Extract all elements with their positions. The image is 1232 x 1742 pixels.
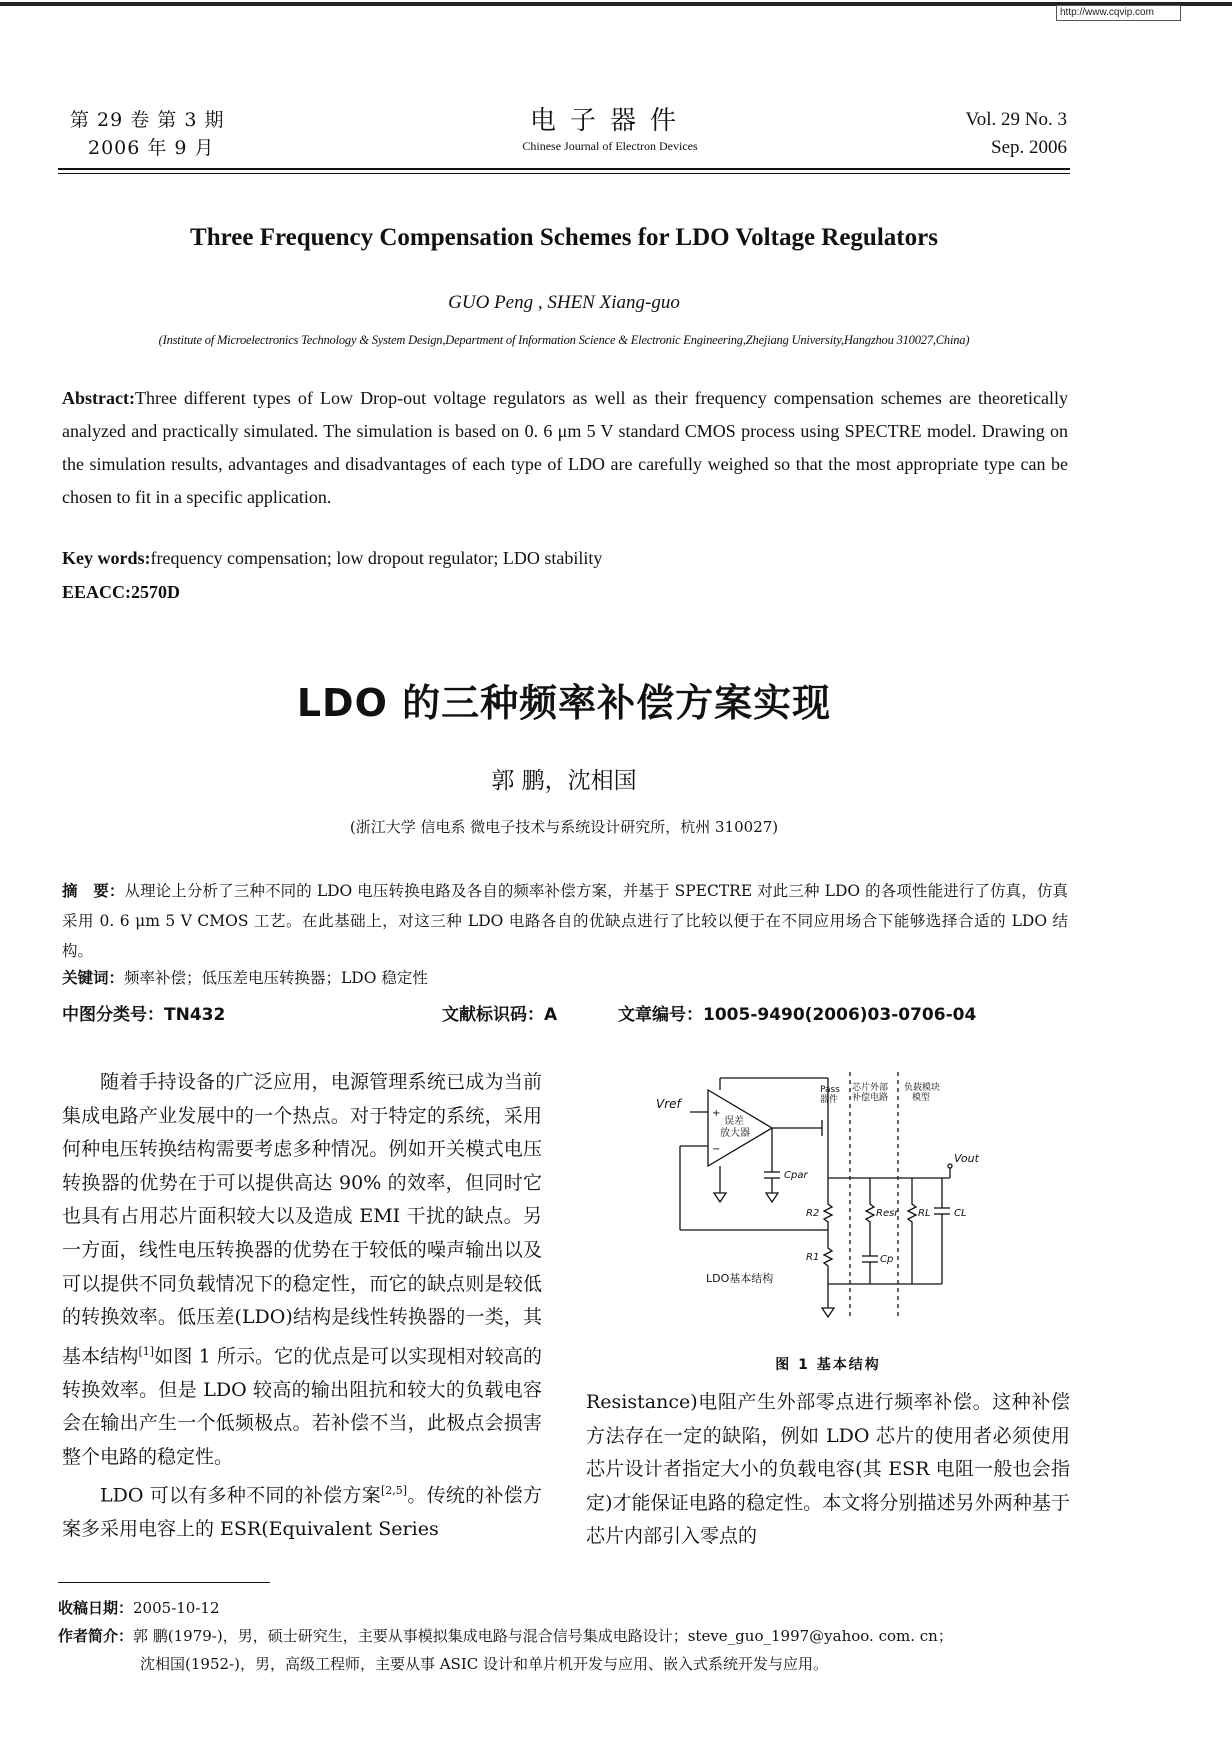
received-label: 收稿日期：	[58, 1599, 134, 1617]
document-code: 文献标识码：A	[442, 1005, 558, 1025]
r1-resistor	[824, 1230, 832, 1308]
citation[interactable]: [1]	[138, 1344, 155, 1358]
footnote-received	[58, 1596, 1070, 1620]
plus-sign: +	[712, 1108, 721, 1119]
keywords-en-text: frequency compensation; low dropout regulator; LDO stability	[150, 548, 603, 568]
abstract-en-text: Three different types of Low Drop-out voltage regulators as well as their frequency compensation schemes are theoretically analyzed and practically simulated. The simulation is based on 0. 6 μm 5 V standard CMOS process using SPECTRE model. Drawing on the simulation results, advantages and disadvantages of each type of LDO are carefully weighed so that the most appropriate type can be chosen to fit in a specific application.	[62, 388, 1068, 507]
eeacc-code: EEACC:2570D	[62, 582, 181, 602]
cpar-label: Cpar	[784, 1170, 808, 1181]
ground-icon	[766, 1193, 778, 1202]
journal-cn: 电子器件	[529, 106, 690, 136]
cl-label: CL	[954, 1208, 967, 1219]
block-label: LDO基本结构	[706, 1272, 774, 1285]
keywords-cn-text: 频率补偿；低压差电压转换器；LDO 稳定性	[124, 969, 428, 987]
ext-label-2: 补偿电路	[852, 1093, 889, 1103]
affiliation-en: (Institute of Microelectronics Technology & System Design,Department of Information Science & Electronic Engineering,Zhejiang University,Hangzhou 310027,China)	[158, 333, 970, 347]
journal-name	[420, 100, 800, 154]
amp-label-2: 放大器	[720, 1128, 750, 1139]
authors-en: GUO Peng , SHEN Xiang-guo	[448, 292, 680, 313]
body-left-column	[62, 1066, 542, 1547]
figure-caption: 图 1 基本结构	[775, 1357, 881, 1373]
affiliation-cn: (浙江大学 信电系 微电子技术与系统设计研究所，杭州 310027)	[349, 818, 779, 836]
title-en: Three Frequency Compensation Schemes for LDO Voltage Regulators	[190, 224, 938, 251]
header-rule-top	[58, 168, 1070, 170]
volume-issue-cn: 第 29 卷 第 3 期	[70, 109, 225, 131]
pass-label-2: 器件	[820, 1095, 839, 1105]
pass-label-1: Pass	[820, 1085, 840, 1095]
citation[interactable]: [2,5]	[381, 1484, 408, 1498]
load-label-2: 模型	[912, 1093, 931, 1103]
r2-resistor	[824, 1198, 832, 1230]
resr-label: Resr	[876, 1208, 899, 1219]
ground-icon	[822, 1308, 834, 1317]
bio-label: 作者简介：	[58, 1627, 134, 1645]
rl-resistor	[908, 1198, 916, 1284]
cp-label: Cp	[880, 1254, 894, 1265]
figure-ldo-circuit	[650, 1068, 1010, 1330]
footnote-bio-2: 沈相国(1952-)，男，高级工程师，主要从事 ASIC 设计和单片机开发与应用、嵌入式系统开发与应用。	[140, 1655, 828, 1673]
paragraph: 随着手持设备的广泛应用，电源管理系统已成为当前集成电路产业发展中的一个热点。对于特定的系统，采用何种电压转换结构需要考虑多种情况。例如开关模式电压转换器的优势在于可以提供高达 90% 的效率，但同时它也具有占用芯片面积较大以及造成 EMI 干扰的缺点。另一方面，线性电压转换器的优势在于较低的噪声输出以及可以提供不同负载情况下的稳定性，而它的缺点则是较低的转换效率。低压差(LDO)结构是线性转换器的一类，其基本结构[1]如图 1 所示。它的优点是可以实现相对较高的转换效率。但是 LDO 较高的输出阻抗和较大的负载电容会在输出产生一个低频极点。若补偿不当，此极点会损害整个电路的稳定性。	[62, 1071, 542, 1468]
date-en: Sep. 2006	[991, 137, 1067, 158]
abstract-cn-label: 摘 要：	[62, 882, 125, 900]
footnote-rule	[58, 1582, 270, 1583]
title-cn: LDO 的三种频率补偿方案实现	[296, 681, 832, 725]
abstract-cn-text: 从理论上分析了三种不同的 LDO 电压转换电路及各自的频率补偿方案，并基于 SPECTRE 对此三种 LDO 的各项性能进行了仿真，仿真采用 0. 6 μm 5 V CMOS 工艺。在此基础上，对这三种 LDO 电路各自的优缺点进行了比较以便于在不同应用场合下能够选择合适的 LDO 结构。	[62, 882, 1068, 960]
bio-line-1: 郭 鹏(1979-)，男，硕士研究生，主要从事模拟集成电路与混合信号集成电路设计；steve_guo_1997@yahoo. com. cn；	[133, 1627, 953, 1645]
paragraph: Resistance)电阻产生外部零点进行频率补偿。这种补偿方法存在一定的缺陷，例如 LDO 芯片的使用者必须使用芯片设计者指定大小的负载电容(其 ESR 电阻一般也会指定)才能保证电路的稳定性。本文将分别描述另外两种基于芯片内部引入零点的	[586, 1391, 1070, 1548]
ground-icon	[714, 1193, 726, 1202]
volume-en: Vol. 29 No. 3	[965, 109, 1067, 130]
source-url[interactable]: http://www.cqvip.com	[1056, 5, 1181, 21]
header-left	[70, 106, 224, 162]
abstract-en-label: Abstract:	[62, 388, 135, 408]
r2-label: R2	[806, 1208, 820, 1219]
footnote-bio	[58, 1624, 1070, 1648]
minus-sign: −	[712, 1144, 721, 1155]
resr-resistor	[866, 1198, 874, 1256]
circuit-diagram	[650, 1068, 1010, 1330]
received-date: 2005-10-12	[133, 1599, 220, 1617]
vout-label: Vout	[954, 1152, 979, 1165]
journal-en: Chinese Journal of Electron Devices	[522, 139, 698, 153]
ext-label-1: 芯片外部	[852, 1083, 889, 1093]
vref-label: Vref	[656, 1097, 681, 1111]
header-right	[965, 106, 1067, 162]
date-cn: 2006 年 9 月	[88, 137, 215, 159]
top-border	[0, 2, 1232, 6]
header-rule-bottom	[58, 173, 1070, 174]
abstract-en	[62, 382, 1068, 514]
vout-terminal	[948, 1164, 952, 1168]
amp-label-1: 误差	[724, 1116, 744, 1127]
load-label-1: 负载模块	[904, 1083, 941, 1093]
abstract-cn	[62, 876, 1068, 966]
keywords-cn-label: 关键词：	[62, 969, 125, 987]
rl-label: RL	[918, 1208, 931, 1219]
article-number: 文章编号：1005-9490(2006)03-0706-04	[618, 1005, 977, 1025]
paragraph: LDO 可以有多种不同的补偿方案[2,5]。传统的补偿方案多采用电容上的 ESR(Equivalent Series	[62, 1484, 542, 1541]
keywords-en-label: Key words:	[62, 548, 151, 568]
authors-cn: 郭 鹏，沈相国	[491, 768, 637, 794]
keywords-en	[62, 548, 1068, 569]
r1-label: R1	[806, 1252, 820, 1263]
keywords-cn	[62, 966, 428, 988]
body-right-column	[586, 1386, 1070, 1554]
class-number: 中图分类号：TN432	[62, 1005, 226, 1025]
